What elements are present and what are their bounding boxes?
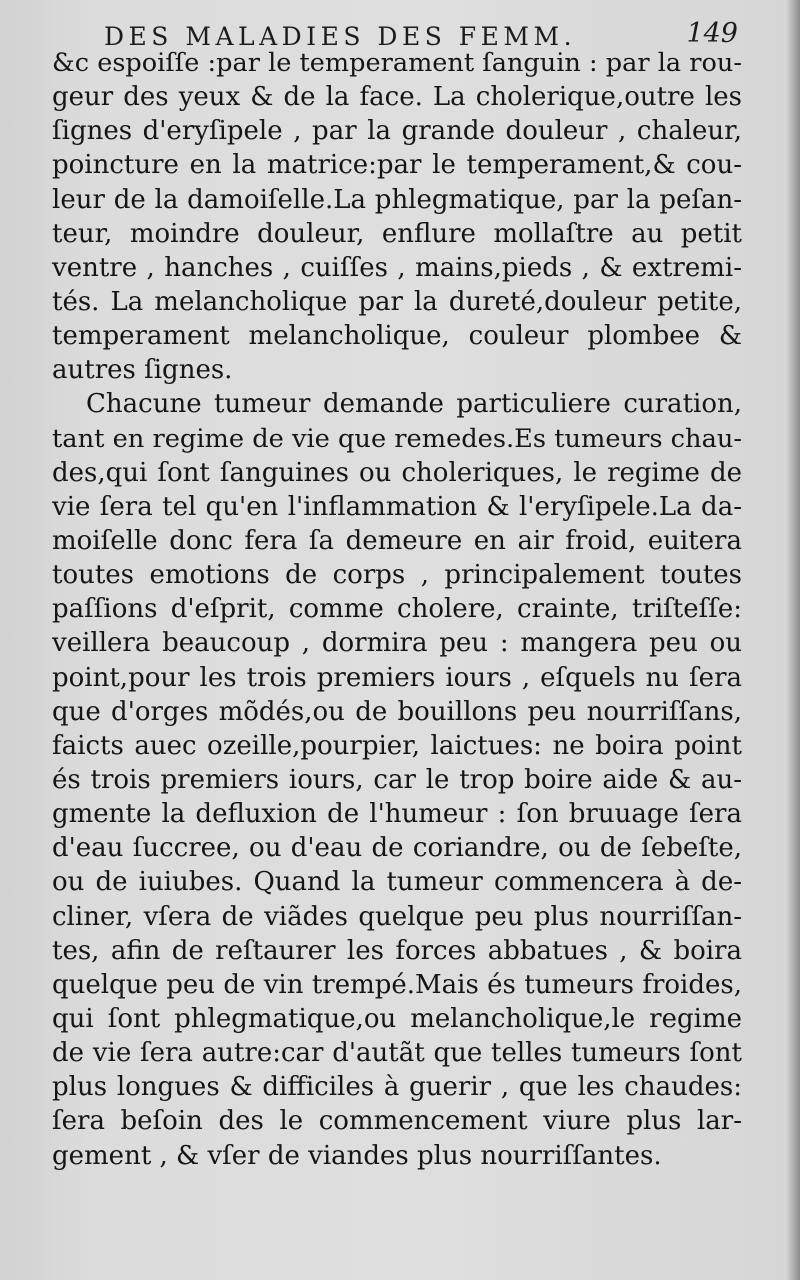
text-line: poincture en la matrice:par le temperament,& cou- (52, 150, 742, 181)
text-line: plus longues & difficiles à guerir , que les chaudes: (52, 1072, 742, 1103)
text-line: autres ſignes. (52, 355, 233, 386)
text-line: tés. La melancholique par la dureté,douleur petite, (52, 286, 742, 317)
text-line: faicts auec ozeille,pourpier, laictues: ne boira point (52, 730, 742, 761)
text-line: que d'orges mõdés,ou de bouillons peu nourriſſans, (52, 696, 742, 727)
text-line: point,pour les trois premiers iours , eſquels nu ſera (52, 662, 742, 693)
text-line: és trois premiers iours, car le trop boire aide & au- (52, 764, 742, 795)
text-line: d'eau ſuccree, ou d'eau de coriandre, ou de ſebeſte, (52, 833, 742, 864)
text-line: leur de la damoiſelle.La phlegmatique, par la peſan- (52, 184, 742, 215)
text-line: veillera beaucoup , dormira peu : mangera peu ou (52, 628, 742, 659)
text-line: cliner, vſera de viãdes quelque peu plus nourriſſan- (52, 901, 742, 932)
text-line: gement , & vſer de viandes plus nourriſſantes. (52, 1140, 662, 1171)
running-head: DES MALADIES DES FEMM. (104, 22, 577, 51)
text-line: ſignes d'eryſipele , par la grande douleur , chaleur, (52, 116, 742, 147)
text-line: temperament melancholique, couleur plombee & (52, 321, 742, 352)
text-line: moiſelle donc fera ſa demeure en air froid, euitera (52, 525, 742, 556)
text-line: teur, moindre douleur, enflure mollaſtre au petit (52, 218, 742, 249)
text-line: toutes emotions de corps , principalement toutes (52, 560, 742, 591)
page-number: 149 (686, 18, 738, 49)
text-line: ventre , hanches , cuiſſes , mains,pieds , & extremi- (52, 252, 742, 283)
text-line: vie ſera tel qu'en l'inflammation & l'eryſipele.La da- (52, 491, 742, 522)
text-line: quelque peu de vin trempé.Mais és tumeurs froides, (52, 969, 742, 1000)
text-line: Chacune tumeur demande particuliere curation, (86, 389, 742, 420)
text-line: gmente la defluxion de l'humeur : ſon bruuage ſera (52, 799, 742, 830)
text-line: ou de iuiubes. Quand la tumeur commencera à de- (52, 867, 742, 898)
text-line: geur des yeux & de la face. La cholerique,outre les (52, 82, 742, 113)
text-line: tant en regime de vie que remedes.Es tumeurs chau- (52, 423, 743, 454)
page-edge-shadow (786, 0, 800, 1280)
body-text (52, 46, 742, 1173)
text-line: qui ſont phlegmatique,ou melancholique,le regime (52, 1003, 742, 1034)
text-line: des,qui ſont ſanguines ou choleriques, le regime de (52, 457, 742, 488)
text-line: ſera beſoin des le commencement viure plus lar- (52, 1106, 742, 1137)
text-line: tes, afin de reſtaurer les forces abbatues , & boira (52, 935, 742, 966)
text-line: de vie ſera autre:car d'autãt que telles tumeurs ſont (52, 1038, 742, 1069)
text-line: &c espoiſſe :par le temperament ſanguin : par la rou- (52, 48, 742, 78)
text-line: paſſions d'eſprit, comme cholere, crainte, triſteſſe: (52, 594, 742, 625)
